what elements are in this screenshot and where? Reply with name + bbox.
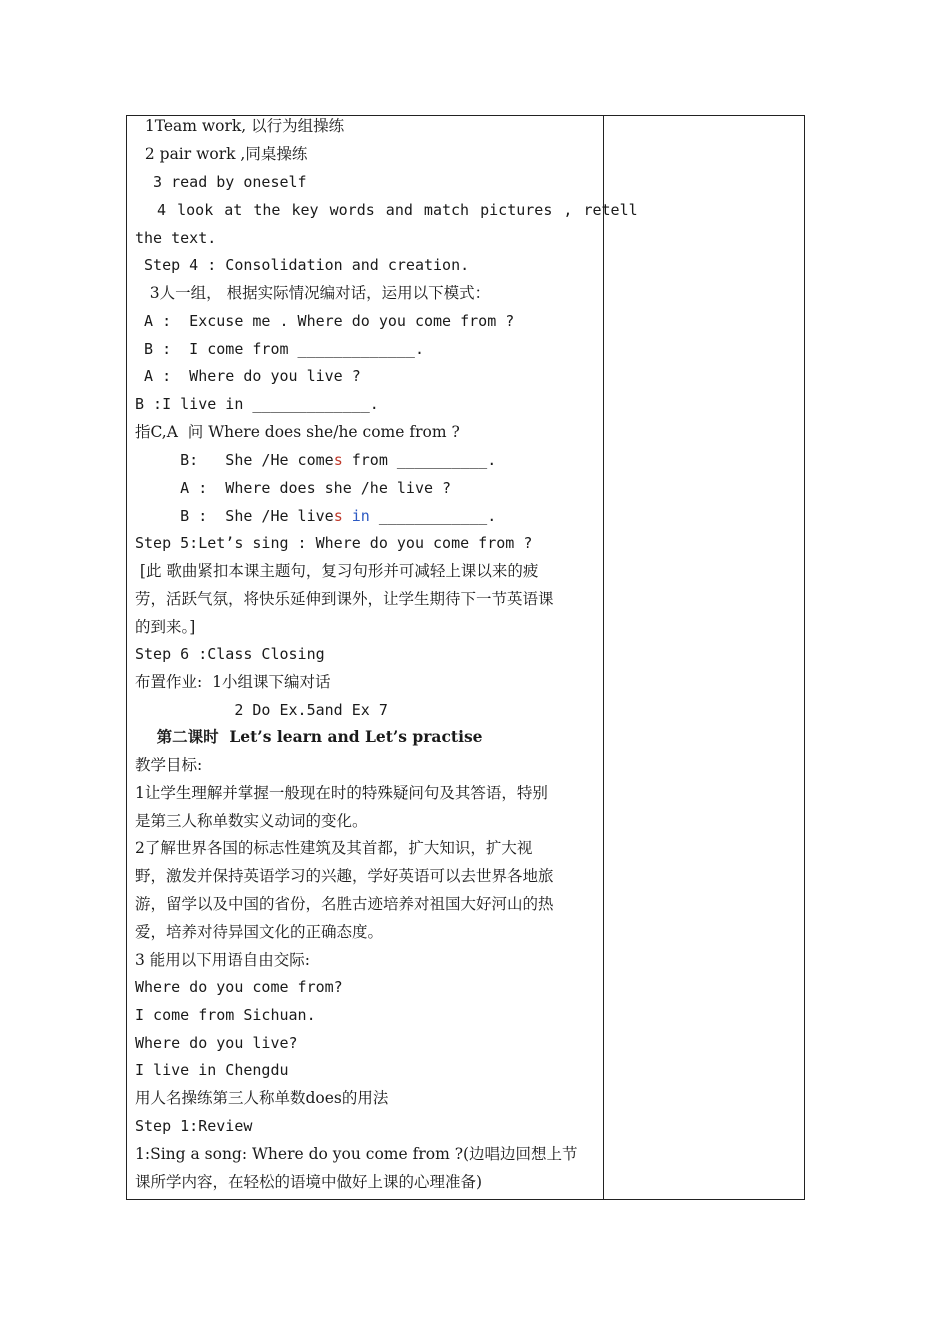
dialog-line: A : Where does she /he live ? (135, 479, 452, 497)
text-line: 野，激发并保持英语学习的兴趣，学好英语可以去世界各地旅 (135, 867, 554, 885)
dialog-line: B : I come from _____________. (135, 340, 424, 358)
text-line: 4 look at the key words and match pictures , retell (135, 201, 638, 219)
text-line: I live in Chengdu (135, 1061, 289, 1079)
text-line: Step 1:Review (135, 1117, 253, 1135)
text-line: 教学目标: (135, 756, 203, 774)
text-line: Step 6 :Class Closing (135, 645, 325, 663)
text-line: 1Team work, 以行为组操练 (135, 117, 345, 135)
text-line: 3 read by oneself (135, 173, 307, 191)
column-divider (603, 116, 604, 1199)
dialog-line: A : Excuse me . Where do you come from ? (135, 312, 515, 330)
text-line: 用人名操练第三人称单数does的用法 (135, 1089, 389, 1107)
text-line: 爱，培养对待异国文化的正确态度。 (135, 923, 384, 941)
text-line: the text. (135, 229, 217, 247)
dialog-text: ____________. (369, 507, 497, 525)
text-line: 劳，活跃气氛，将快乐延伸到课外，让学生期待下一节英语课 (135, 590, 554, 608)
text-line: 1:Sing a song: Where do you come from ?(边唱边回想上节 (135, 1145, 578, 1163)
text-line: 游，留学以及中国的省份，名胜古迹培养对祖国大好河山的热 (135, 895, 554, 913)
text-line: 2 pair work ,同桌操练 (135, 145, 308, 163)
text-line: 课所学内容，在轻松的语境中做好上课的心理准备) (135, 1173, 483, 1191)
text-line: 3人一组， 根据实际情况编对话，运用以下模式： (135, 284, 491, 302)
highlight-s: s (333, 451, 343, 469)
dialog-text: B : She /He live (135, 507, 334, 525)
section-heading: 第二课时 Let’s learn and Let’s practise (135, 727, 483, 746)
text-line: 2 Do Ex.5and Ex 7 (135, 701, 388, 719)
text-line: [此 歌曲紧扣本课主题句，复习句形并可减轻上课以来的疲 (135, 562, 539, 580)
text-line: Where do you come from? (135, 978, 343, 996)
text-line: 布置作业: 1小组课下编对话 (135, 673, 331, 691)
dialog-line: B :I live in _____________. (135, 395, 379, 413)
text-line: I come from Sichuan. (135, 1006, 316, 1024)
highlight-s: s (333, 507, 343, 525)
dialog-text: B: She /He come (135, 451, 334, 469)
text-line: 指C,A 问 Where does she/he come from ? (135, 423, 460, 441)
highlight-in: in (351, 507, 370, 525)
lesson-table (126, 115, 805, 1200)
dialog-line (135, 507, 496, 525)
text-line: 3 能用以下用语自由交际: (135, 951, 311, 969)
text-line: Where do you live? (135, 1034, 298, 1052)
text-line: 1让学生理解并掌握一般现在时的特殊疑问句及其答语，特别 (135, 784, 548, 802)
dialog-line: A : Where do you live ? (135, 367, 361, 385)
dialog-line (135, 451, 496, 469)
text-line: Step 5:Let’s sing : Where do you come from ? (135, 534, 533, 552)
text-line: 是第三人称单数实义动词的变化。 (135, 812, 368, 830)
text-line: 的到来。] (135, 618, 196, 636)
text-line: 2了解世界各国的标志性建筑及其首都，扩大知识，扩大视 (135, 839, 533, 857)
dialog-text: from __________. (342, 451, 497, 469)
text-line: Step 4 : Consolidation and creation. (135, 256, 470, 274)
